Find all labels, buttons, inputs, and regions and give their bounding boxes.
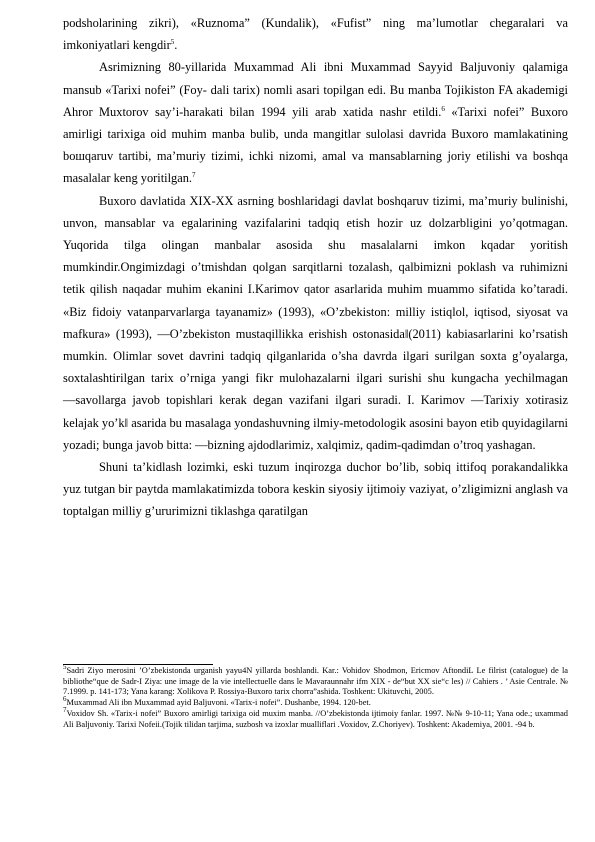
footnote-ref: 6 bbox=[63, 695, 67, 704]
paragraph bbox=[63, 12, 568, 56]
footnote-separator bbox=[63, 664, 213, 665]
footnote-ref: 7 bbox=[63, 706, 67, 715]
footnote bbox=[63, 663, 568, 698]
text-run: Buxoro davlatida XIX-XX asrning boshlaridagi davlat boshqaruv tizimi, ma’muriy bulinishi, unvon, mansablar va egalarining vazifalarini tadqiq etish hozir uz dolzarbligini yo’qotmagan. Yuqorida tilga olingan manbalar asosida shu masalalarni imkon kqadar yoritish mumkindir.Ongimizdagi o’tmishdan qolgan sarqitlarni tozalash, qalbimizni poklash va ruhimizni tetik qilish naqadar muhim ekanini I.Karimov qator asarlarida muhim muammo sifatida ko’taradi. «Biz fidoiy vatanparvarlarga tayanamiz» (1993), «O’zbekiston: milliy istiqlol, iqtisod, siyosat va mafkura» (1993), ―O’zbekiston mustaqillikka erishish ostonasida‖(2011) kabiasarlarini ko’rsatish mumkin. Olimlar sovet davrini tadqiq qilganlarida o’sha davrda ilgari surilgan soxta g’oyalarga, soxtalashtirilgan tarix o’rniga yangi fikr mulohazalarni ilgari surishi shu kungacha yechilmagan ―savollarga javob topishlari kerak degan vazifani ilgari suradi. I. Karimov ―Tarixiy xotirasiz kelajak yo’k‖ asarida bu masalaga yondashuvning ilmiy-metodologik asosini bayon etib quyidagilarni yozadi; bunga javob bitta: ―bizning ajdodlarimiz, xalqimiz, qadim-qadimdan o’troq yashagan. bbox=[63, 193, 568, 452]
footnote-ref: 7 bbox=[192, 171, 196, 180]
footnote-ref: 5 bbox=[170, 38, 175, 47]
paragraph bbox=[63, 56, 568, 189]
footnote-ref: 5 bbox=[63, 663, 67, 672]
paragraph bbox=[63, 190, 568, 456]
text-run: Sadri Ziyo merosini ’O’zbekistonda urganish yayu4N yillarda boshlandi. Kar.: Vohidov Shodmon, Ericmov AftondiL Le filrist (catalogue) de la bibliothe“que de Sadr-I Ziya: une image de la vie intellectuelle dans le Mavaraunnahr ifm XIX - de“but XX sie“c les) // Cahiers . ’ Asie Centrale. № 7.1999. p. 141-173; Yana karang: Xolikova P. Rossiya-Buxoro tarix chorra”ashida. Toshkent: Ukituvchi, 2005. bbox=[63, 666, 568, 697]
footnote bbox=[63, 706, 568, 730]
text-run: . bbox=[174, 38, 178, 53]
footnotes bbox=[63, 663, 568, 730]
footnote bbox=[63, 695, 568, 709]
text-run: Shuni ta’kidlash lozimki, eski tuzum inqirozga duchor bo’lib, sobiq ittifoq porakandalikka yuz tutgan bir paytda mamlakatimizda tobora keskin siyosiy ijtimoiy vaziyat, o’zligimizni anglash va toptalgan milliy g’ururimizni tiklashga qaratilgan bbox=[63, 460, 568, 519]
footnote-ref: 6 bbox=[441, 104, 445, 113]
paragraph bbox=[63, 456, 568, 523]
text-run: Asrimizning 80-yillarida Muxammad Ali ibni Muxammad Sayyid Baljuvoniy qalamiga mansub «Tarixi nofei” (Foy- dali tarix) nomli asari topilgan edi. Bu manba Tojikiston FA akademigi Ahror Muxtorov say’i-harakati bilan 1994 yili arab xatida nashr etildi. bbox=[63, 60, 568, 119]
text-run: «Tarixi nofei” Buxoro amirligi tarixiga oid muhim manba bulib, unda mangitlar sulolasi davrida Buxoro mamlakatining boшqaruv tartibi, ma’muriy tizimi, ichki nizomi, amal va mansablarning joriy etilishi va boshqa masalalar keng yoritilgan. bbox=[63, 104, 568, 186]
body-text bbox=[63, 12, 568, 523]
text-run: Voxidov Sh. «Tarix-i nofei” Buxoro amirligi tarixiga oid muxim manba. //O’zbekistonda ijtimoiy fanlar. 1997. №№ 9-10-11; Yana ode.; uxammad Ali Baljuvoniy. Tarixi Nofeii.(Tojik tilidan tarjima, suzbosh va izoxlar mualliflari .Voxidov, Z.Choriyev). Toshkent: Akademiya, 2001. -94 b. bbox=[63, 708, 568, 729]
text-run: Muxammad Ali ibn Muxammad ayid Baljuvoni. «Tarix-i nofei”. Dushanbe, 1994. 120-bet. bbox=[66, 698, 371, 708]
text-run: podsholarining zikri), «Ruznoma” (Kundalik), «Fufist” ning ma’lumotlar chegaralari va imkoniyatlari kengdir bbox=[63, 16, 568, 53]
